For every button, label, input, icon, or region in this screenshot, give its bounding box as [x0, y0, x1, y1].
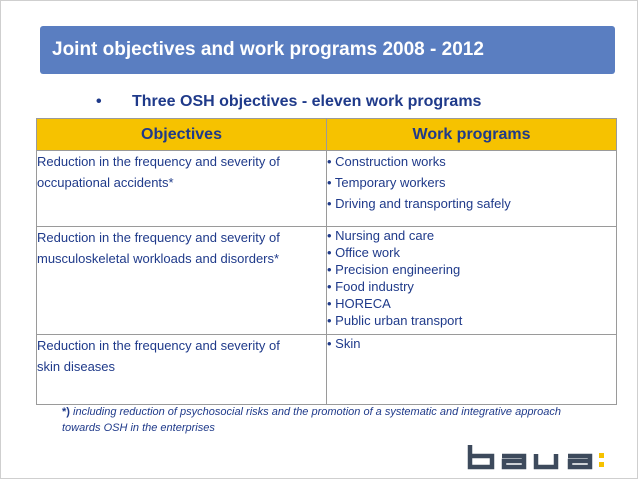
list-item: • Skin	[327, 336, 361, 351]
list-item: • Precision engineering	[327, 262, 461, 277]
objective-line: Reduction in the frequency and severity of	[37, 154, 280, 169]
list-item: • Office work	[327, 245, 400, 260]
subtitle-text: Three OSH objectives - eleven work programs	[132, 93, 482, 110]
programs-cell	[327, 227, 617, 335]
table-row	[37, 227, 617, 335]
list-item: • Driving and transporting safely	[327, 196, 511, 211]
subtitle-bullet: •	[96, 93, 102, 110]
table-row	[37, 335, 617, 405]
list-item: • Temporary workers	[327, 175, 446, 190]
programs-cell	[327, 335, 617, 405]
program-list	[327, 227, 616, 329]
objective-line: Reduction in the frequency and severity of	[37, 338, 280, 353]
slide-title: Joint objectives and work programs 2008 - 2012	[40, 26, 615, 74]
objective-cell	[37, 335, 327, 405]
header-work-programs: Work programs	[327, 119, 617, 151]
objective-cell	[37, 227, 327, 335]
program-list	[327, 335, 616, 352]
footnote-mark: *)	[62, 406, 70, 418]
list-item: • Nursing and care	[327, 228, 435, 243]
list-item: • Construction works	[327, 154, 446, 169]
table-header-row	[37, 119, 617, 151]
baua-logo	[466, 444, 606, 470]
footnote-text: including reduction of psychosocial risks and the promotion of a systematic and integrative approach towards OSH in the enterprises	[62, 406, 561, 434]
objectives-table	[36, 118, 617, 405]
list-item: • HORECA	[327, 296, 391, 311]
subtitle	[96, 93, 481, 111]
programs-cell	[327, 151, 617, 227]
header-objectives: Objectives	[37, 119, 327, 151]
objective-cell	[37, 151, 327, 227]
footnote	[62, 404, 602, 436]
list-item: • Food industry	[327, 279, 414, 294]
objective-line: occupational accidents*	[37, 175, 174, 190]
objective-line: skin diseases	[37, 359, 116, 374]
program-list	[327, 151, 616, 214]
table-row	[37, 151, 617, 227]
objective-line: Reduction in the frequency and severity of	[37, 230, 280, 245]
list-item: • Public urban transport	[327, 313, 463, 328]
objective-line: musculoskeletal workloads and disorders*	[37, 251, 280, 266]
